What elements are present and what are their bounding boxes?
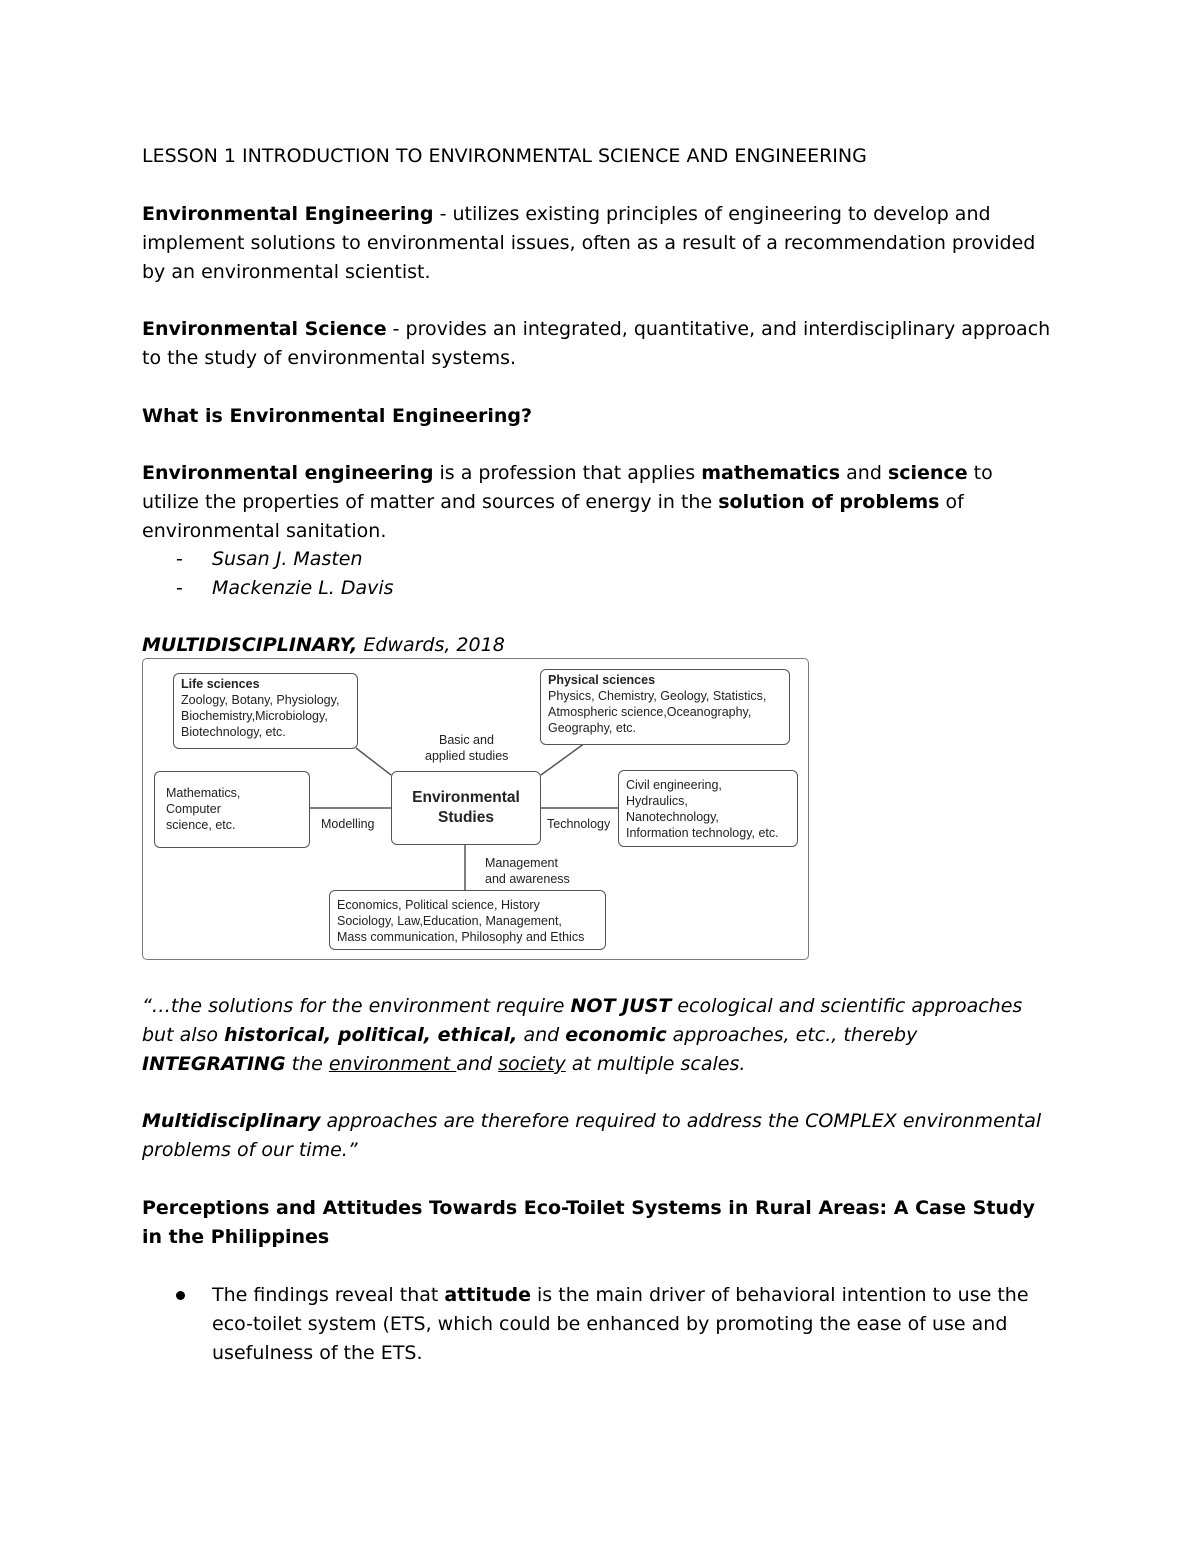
def-text-4: of environmental sanitation.	[142, 491, 964, 542]
box-line: Atmospheric science,Oceanography,	[548, 705, 752, 719]
author-list	[142, 545, 394, 603]
multidisciplinary-diagram	[142, 658, 809, 960]
quote-underline: environment	[328, 1053, 457, 1075]
env-science-definition: - provides an integrated, quantitative, and interdisciplinary approach to the study of environmental systems.	[142, 318, 1051, 369]
env-engineering-term: Environmental Engineering	[142, 203, 434, 225]
box-line: science, etc.	[166, 818, 236, 832]
label-line: Management	[485, 856, 558, 870]
quote-paragraph-1	[142, 992, 1057, 1079]
quote-text: and	[456, 1053, 499, 1075]
findings-part: is the main driver of behavioral intention to use the eco-toilet system (ETS, which could be enhanced by promoting the ease of use and usefulness of the ETS.	[212, 1284, 1029, 1364]
quote-emphasis: NOT JUST	[570, 995, 672, 1017]
box-line: Hydraulics,	[626, 794, 688, 808]
box-line: Mass communication, Philosophy and Ethics	[337, 930, 585, 944]
box-line: Civil engineering,	[626, 778, 722, 792]
social-sciences-box	[329, 890, 606, 950]
box-line: Biotechnology, etc.	[181, 725, 286, 739]
quote-text: and	[517, 1024, 566, 1046]
quote-text: “…the solutions for the environment require	[142, 995, 571, 1017]
box-line: Computer	[166, 802, 221, 816]
label-management	[485, 855, 570, 887]
label-line: Basic and	[439, 733, 494, 747]
box-heading: Life sciences	[181, 677, 260, 691]
quote-text: approaches are therefore required to address the COMPLEX environmental problems of our time.”	[142, 1110, 1042, 1161]
quote-text: approaches, etc., thereby	[666, 1024, 918, 1046]
box-line: Sociology, Law,Education, Management,	[337, 914, 562, 928]
def-text-2: and	[840, 462, 888, 484]
box-line: Economics, Political science, History	[337, 898, 540, 912]
def-solution: solution of problems	[718, 491, 940, 513]
multidisciplinary-label: MULTIDISCIPLINARY,	[142, 634, 358, 656]
mathematics-box	[154, 771, 310, 848]
label-basic-applied	[425, 732, 508, 764]
author-item	[142, 574, 394, 603]
author-name: Mackenzie L. Davis	[212, 577, 394, 599]
box-heading: Physical sciences	[548, 673, 656, 687]
quote-emphasis: historical, political, ethical,	[224, 1024, 518, 1046]
quote-text: ecological and scientific approaches but also	[142, 995, 1023, 1046]
label-modelling: Modelling	[321, 817, 375, 831]
def-text-1: is a profession that applies	[433, 462, 702, 484]
env-science-paragraph	[142, 315, 1062, 373]
label-line: and awareness	[485, 872, 570, 886]
quote-emphasis: Multidisciplinary	[142, 1110, 321, 1132]
def-mathematics: mathematics	[701, 462, 841, 484]
center-line: Environmental	[412, 789, 520, 806]
center-line: Studies	[438, 809, 494, 826]
multidisciplinary-heading	[142, 631, 505, 660]
quote-paragraph-2	[142, 1107, 1042, 1165]
label-line: applied studies	[425, 749, 509, 763]
box-line: Zoology, Botany, Physiology,	[181, 693, 340, 707]
environmental-studies-box	[391, 771, 541, 845]
quote-text: the	[285, 1053, 329, 1075]
connector-life	[356, 748, 391, 775]
list-dash: -	[176, 548, 183, 570]
def-science: science	[887, 462, 968, 484]
box-line: Physics, Chemistry, Geology, Statistics,	[548, 689, 767, 703]
box-line: Biochemistry,Microbiology,	[181, 709, 328, 723]
connector-physical	[541, 743, 585, 775]
multidisciplinary-citation: Edwards, 2018	[357, 634, 505, 656]
question-heading: What is Environmental Engineering?	[142, 405, 532, 427]
physical-sciences-box	[540, 669, 790, 745]
quote-underline: society	[498, 1053, 566, 1075]
findings-emphasis: attitude	[444, 1284, 531, 1306]
env-engineering-definition: - utilizes existing principles of engineering to develop and implement solutions to environmental issues, often as a result of a recommendation provided by an environmental scientist.	[142, 203, 1036, 283]
findings-bullet	[142, 1281, 1042, 1368]
definition-paragraph	[142, 459, 1052, 546]
author-name: Susan J. Masten	[212, 548, 363, 570]
box-line: Nanotechnology,	[626, 810, 719, 824]
def-text-3: to utilize the properties of matter and sources of energy in the	[142, 462, 993, 513]
findings-part: The findings reveal that	[212, 1284, 445, 1306]
quote-text: at multiple scales.	[565, 1053, 746, 1075]
findings-text	[212, 1281, 1042, 1368]
box-line: Mathematics,	[166, 786, 241, 800]
quote-emphasis: economic	[565, 1024, 667, 1046]
list-dash: -	[176, 577, 183, 599]
label-technology: Technology	[547, 817, 611, 831]
def-term: Environmental engineering	[142, 462, 434, 484]
box-line: Geography, etc.	[548, 721, 637, 735]
engineering-box	[618, 770, 798, 847]
quote-emphasis: INTEGRATING	[142, 1053, 286, 1075]
env-engineering-paragraph	[142, 200, 1052, 287]
author-item	[142, 545, 394, 574]
bullet-icon	[176, 1291, 185, 1300]
life-sciences-box	[173, 673, 358, 749]
case-study-title: Perceptions and Attitudes Towards Eco-Toilet Systems in Rural Areas: A Case Study in the Philippines	[142, 1197, 1035, 1248]
box-line: Information technology, etc.	[626, 826, 779, 840]
env-science-term: Environmental Science	[142, 318, 387, 340]
lesson-title: LESSON 1 INTRODUCTION TO ENVIRONMENTAL SCIENCE AND ENGINEERING	[142, 145, 867, 167]
